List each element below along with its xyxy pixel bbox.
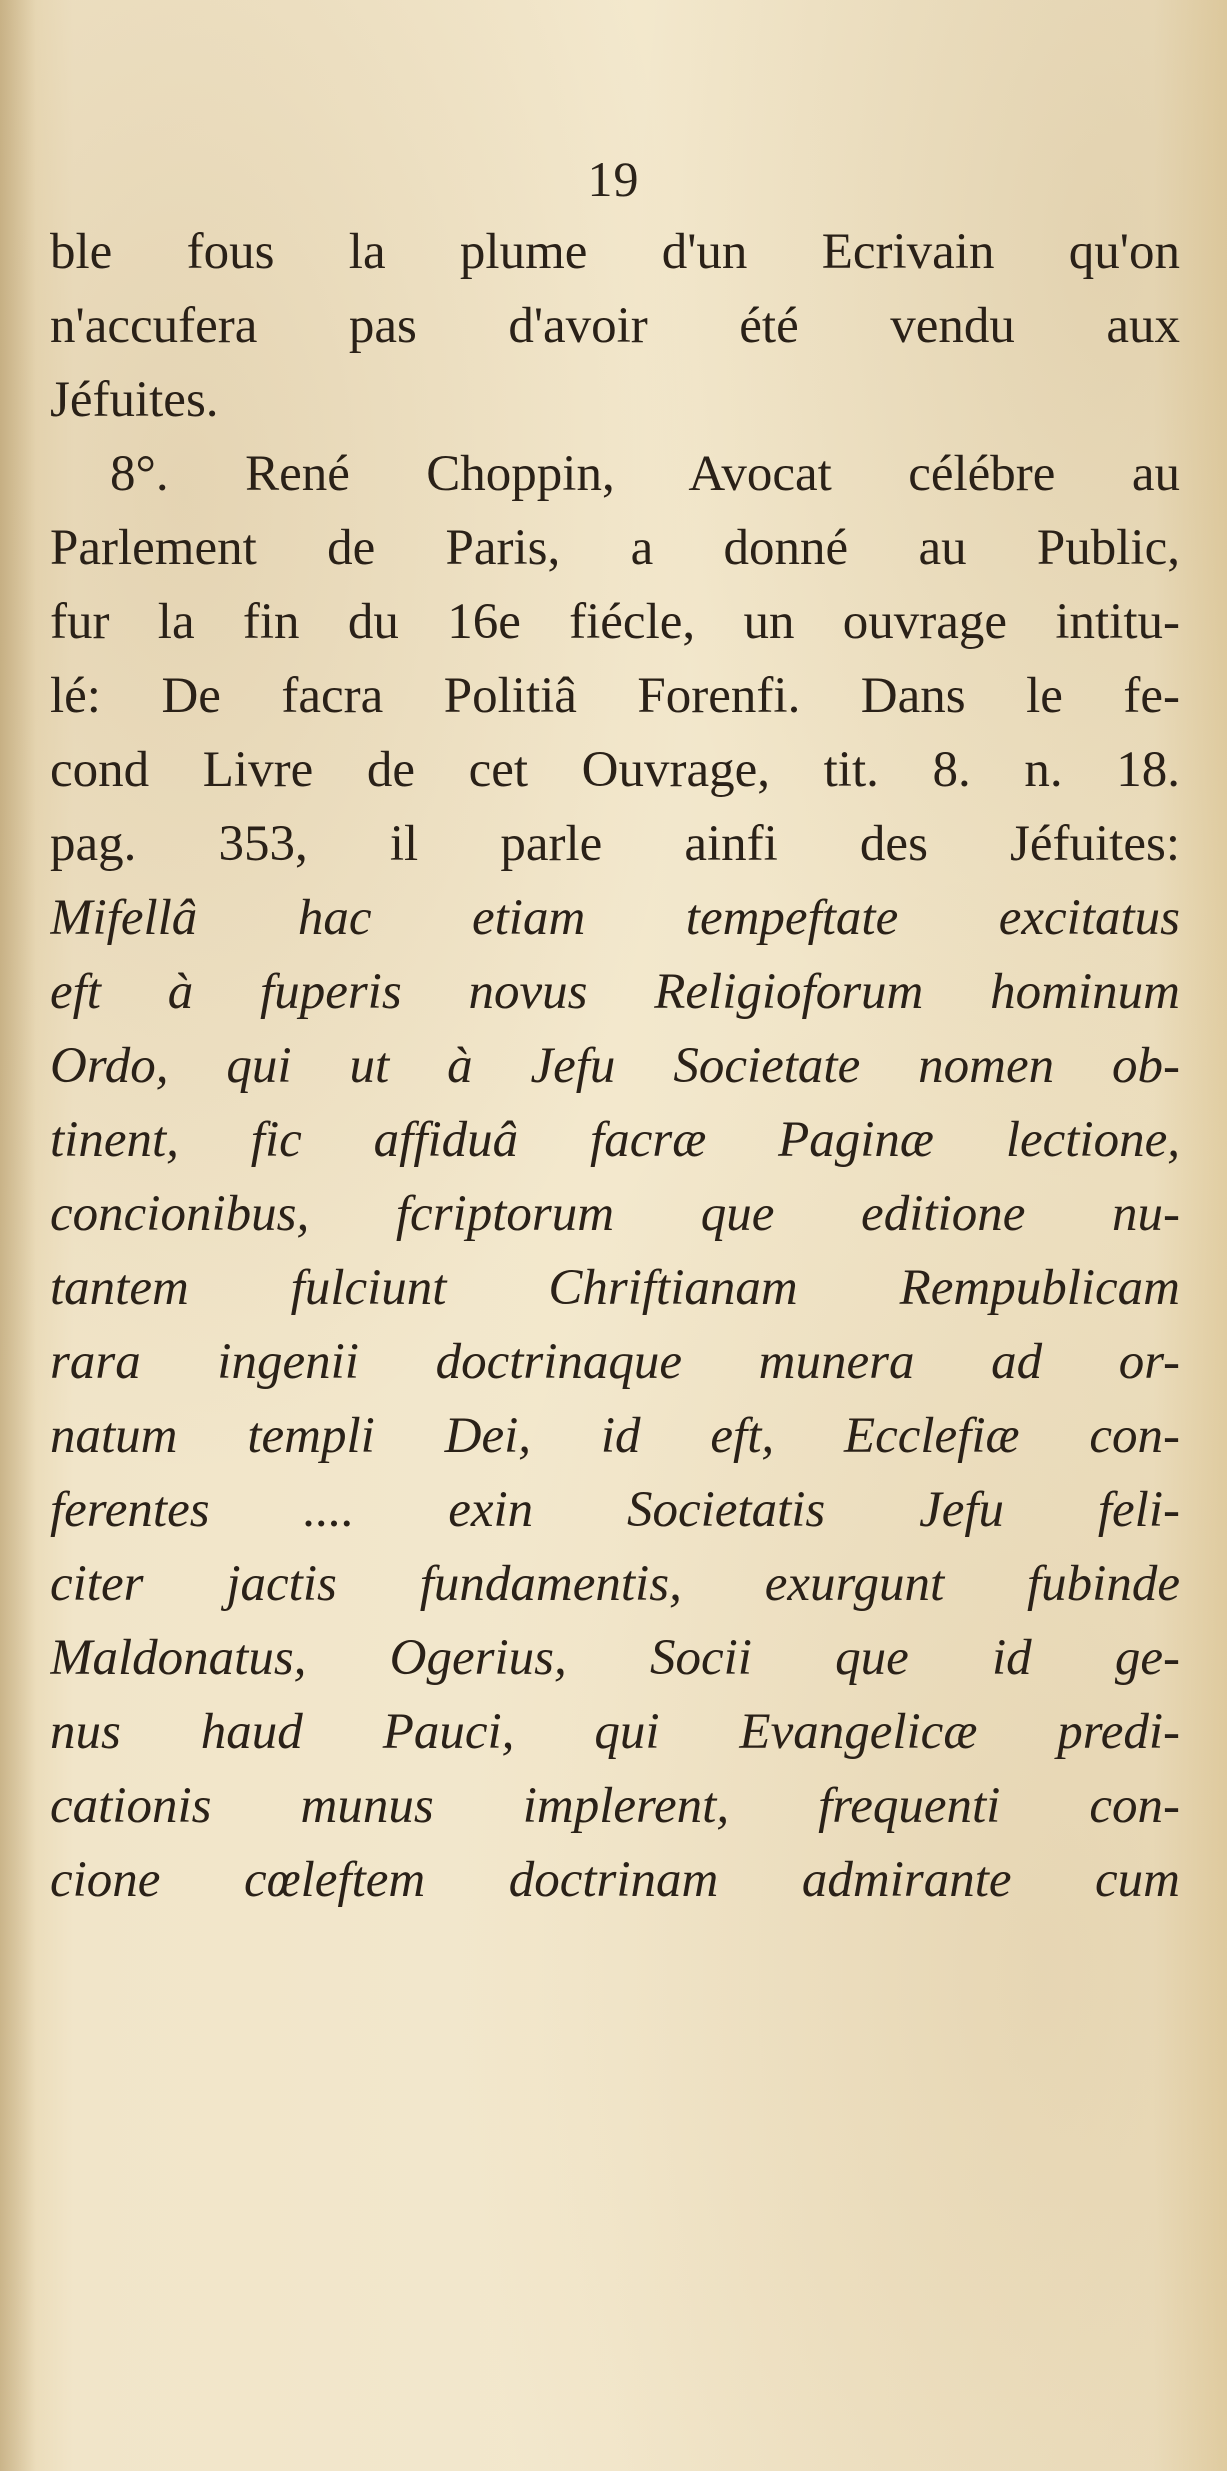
text-line: natum templi Dei, id eft, Ecclefiæ con- bbox=[50, 1408, 1180, 1464]
text-line: eft à fuperis novus Religioforum hominum bbox=[50, 964, 1180, 1020]
text-line: Jéfuites. bbox=[50, 372, 219, 428]
text-line: ferentes .... exin Societatis Jefu feli- bbox=[50, 1482, 1180, 1538]
text-line: cond Livre de cet Ouvrage, tit. 8. n. 18. bbox=[50, 742, 1180, 798]
text-line: lé: De facra Politiâ Forenfi. Dans le fe- bbox=[50, 668, 1180, 724]
text-line: Mifellâ hac etiam tempeftate excitatus bbox=[50, 890, 1180, 946]
text-line: rara ingenii doctrinaque munera ad or- bbox=[50, 1334, 1180, 1390]
text-line: n'accufera pas d'avoir été vendu aux bbox=[50, 298, 1180, 354]
body-text bbox=[50, 215, 1180, 1917]
text-line: Maldonatus, Ogerius, Socii que id ge- bbox=[50, 1630, 1180, 1686]
text-line: concionibus, fcriptorum que editione nu- bbox=[50, 1186, 1180, 1242]
text-line: Parlement de Paris, a donné au Public, bbox=[50, 520, 1180, 576]
text-line: nus haud Pauci, qui Evangelicæ predi- bbox=[50, 1704, 1180, 1760]
spine-shadow bbox=[0, 0, 36, 2471]
text-line: cione cœleftem doctrinam admirante cum bbox=[50, 1852, 1180, 1908]
text-line: pag. 353, il parle ainfi des Jéfuites: bbox=[50, 816, 1180, 872]
text-line: Ordo, qui ut à Jefu Societate nomen ob- bbox=[50, 1038, 1180, 1094]
page-number: 19 bbox=[587, 151, 640, 207]
text-line: tantem fulciunt Chriftianam Rempublicam bbox=[50, 1260, 1180, 1316]
text-line: cationis munus implerent, frequenti con- bbox=[50, 1778, 1180, 1834]
text-line: tinent, fic affiduâ facræ Paginæ lectione, bbox=[50, 1112, 1180, 1168]
text-line: fur la fin du 16e fiécle, un ouvrage intitu- bbox=[50, 594, 1180, 650]
text-line: 8°. René Choppin, Avocat célébre au bbox=[110, 446, 1180, 502]
text-line: citer jactis fundamentis, exurgunt fubinde bbox=[50, 1556, 1180, 1612]
text-line: ble fous la plume d'un Ecrivain qu'on bbox=[50, 224, 1180, 280]
